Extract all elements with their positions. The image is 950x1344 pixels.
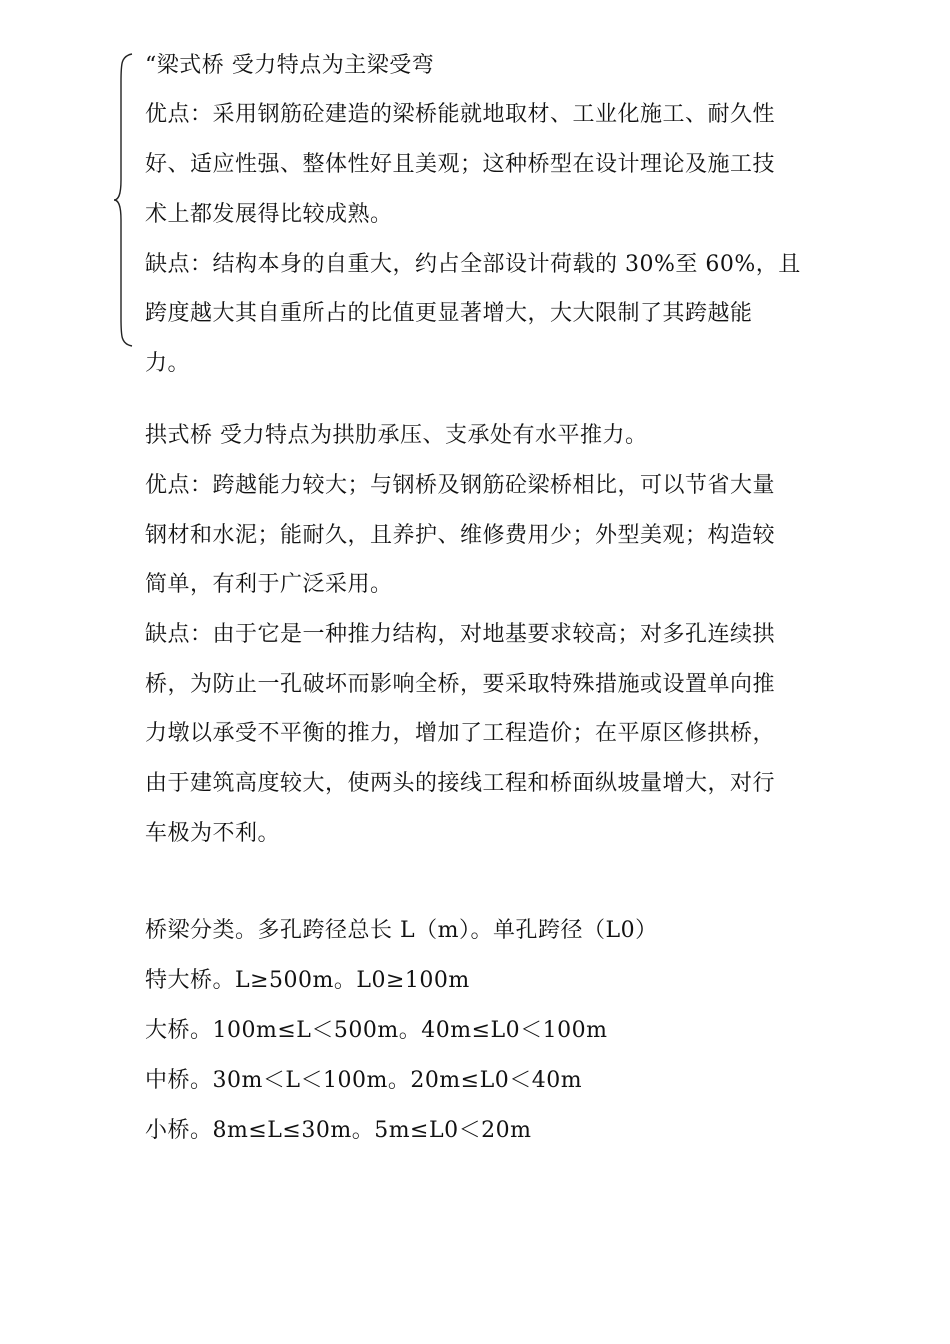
- arch-bridge-advantages-line-3: 简单，有利于广泛采用。: [145, 572, 393, 597]
- beam-bridge-advantages-line-1: 优点：采用钢筋砼建造的梁桥能就地取材、工业化施工、耐久性: [145, 102, 776, 127]
- beam-bridge-disadvantages-line-1: 缺点：结构本身的自重大，约占全部设计荷载的 30%至 60%，且: [145, 252, 801, 277]
- beam-bridge-title: “梁式桥 受力特点为主梁受弯: [145, 53, 435, 78]
- arch-bridge-disadvantages-line-4: 由于建筑高度较大，使两头的接线工程和桥面纵坡量增大，对行: [145, 771, 776, 796]
- classification-title: 桥梁分类。多孔跨径总长 L（m）。单孔跨径（L0）: [145, 918, 658, 943]
- arch-bridge-disadvantages-line-5: 车极为不利。: [145, 821, 281, 846]
- classification-item-medium: 中桥。30m＜L＜100m。20m≤L0＜40m: [145, 1068, 583, 1093]
- arch-bridge-title: 拱式桥 受力特点为拱肋承压、支承处有水平推力。: [145, 423, 648, 448]
- beam-bridge-advantages-line-2: 好、适应性强、整体性好且美观；这种桥型在设计理论及施工技: [145, 152, 776, 177]
- beam-bridge-disadvantages-line-3: 力。: [145, 351, 191, 376]
- beam-bridge-advantages-line-3: 术上都发展得比较成熟。: [145, 202, 393, 227]
- arch-bridge-advantages-line-1: 优点：跨越能力较大；与钢桥及钢筋砼梁桥相比，可以节省大量: [145, 473, 776, 498]
- arch-bridge-disadvantages-line-2: 桥，为防止一孔破坏而影响全桥，要采取特殊措施或设置单向推: [145, 672, 776, 697]
- classification-item-large: 大桥。100m≤L＜500m。40m≤L0＜100m: [145, 1018, 608, 1043]
- arch-bridge-disadvantages-line-3: 力墩以承受不平衡的推力，增加了工程造价；在平原区修拱桥，: [145, 721, 776, 746]
- classification-item-small: 小桥。8m≤L≤30m。5m≤L0＜20m: [145, 1118, 532, 1143]
- beam-bridge-disadvantages-line-2: 跨度越大其自重所占的比值更显著增大，大大限制了其跨越能: [145, 301, 753, 326]
- arch-bridge-disadvantages-line-1: 缺点：由于它是一种推力结构，对地基要求较高；对多孔连续拱: [145, 622, 776, 647]
- arch-bridge-advantages-line-2: 钢材和水泥；能耐久，且养护、维修费用少；外型美观；构造较: [145, 523, 776, 548]
- curly-brace-icon: [112, 52, 134, 348]
- classification-item-extra-large: 特大桥。L≥500m。L0≥100m: [145, 968, 470, 993]
